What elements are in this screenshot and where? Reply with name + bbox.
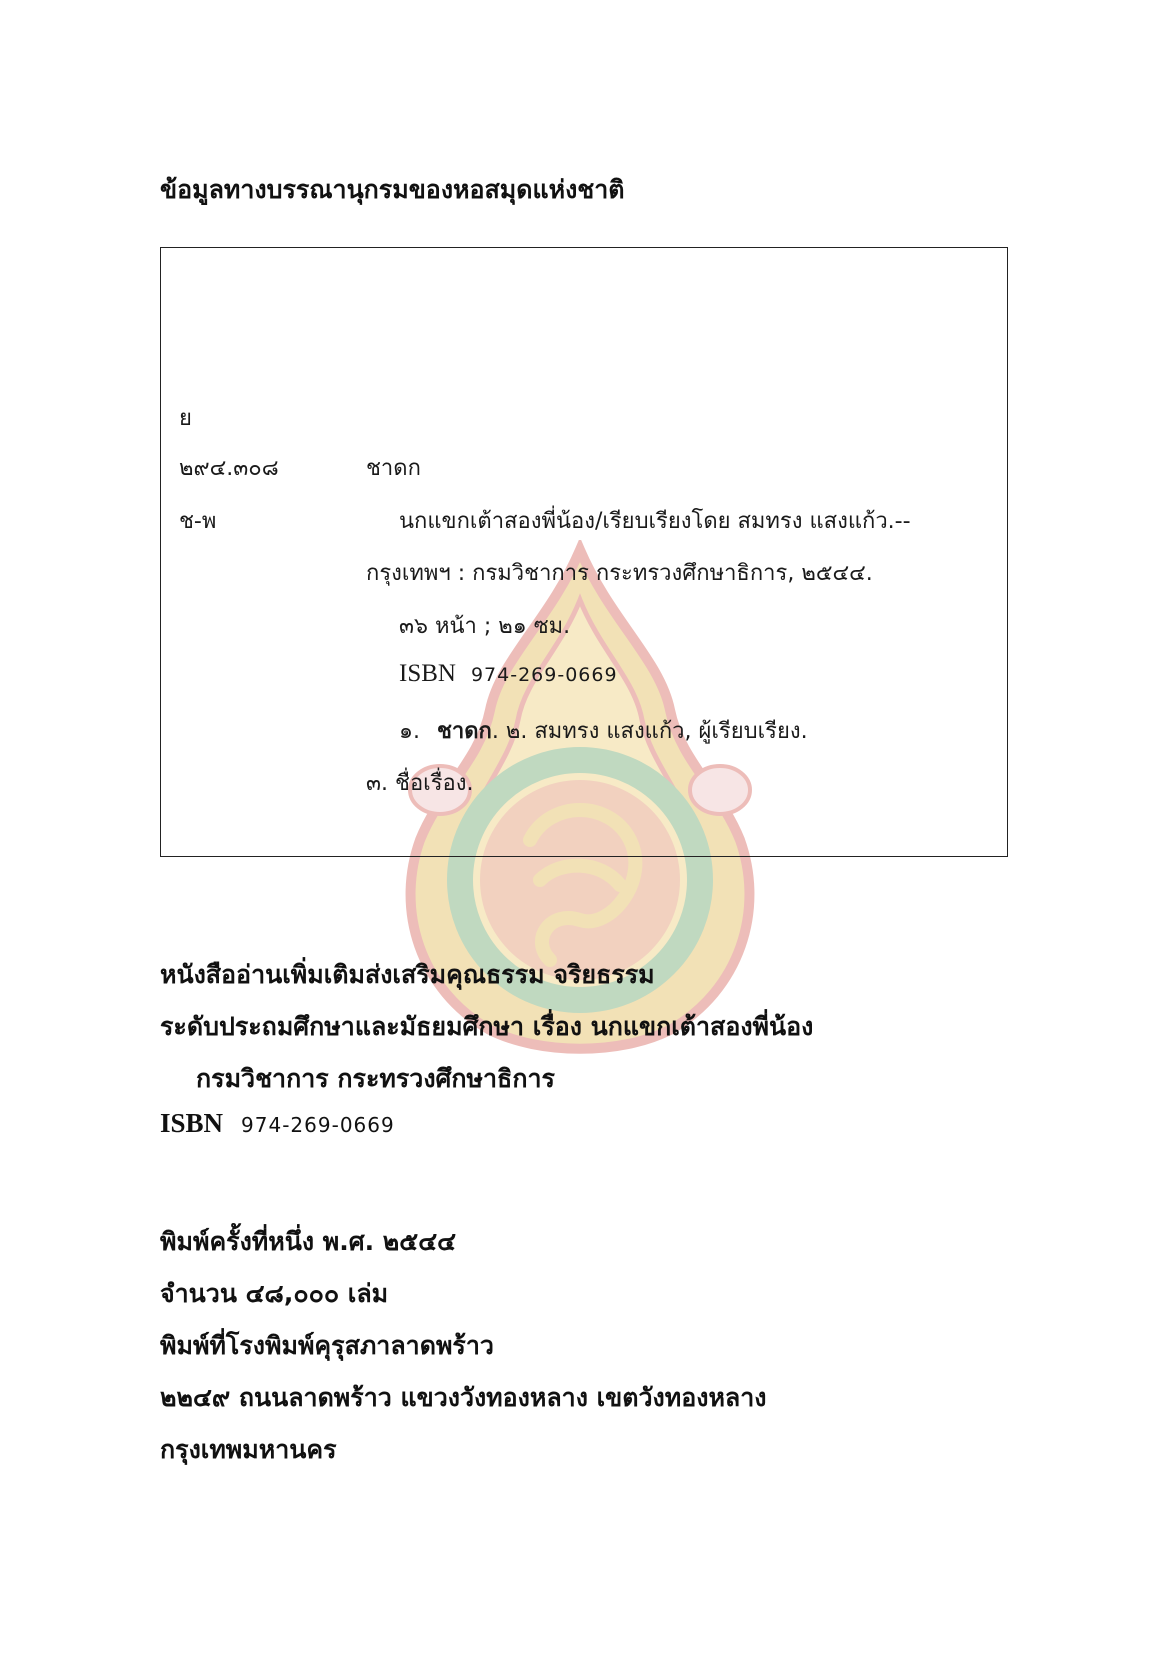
cip-tracing-line-1 [399,713,808,748]
cip-pages-line: ๓๖ หน้า ; ๒๑ ซม. [399,614,571,639]
printer-line: พิมพ์ที่โรงพิมพ์คุรุสภาลาดพร้าว [160,1331,494,1360]
cip-isbn-number: 974-269-0669 [470,664,618,686]
cip-call-letter: ย [179,406,192,431]
cip-tracing-line-2: ๓. ชื่อเรื่อง. [366,771,474,796]
cip-tracing-1-rest: . ๒. สมทรง แสงแก้ว, ผู้เรียบเรียง. [491,719,808,744]
address-line: ๒๒๔๙ ถนนลาดพร้าว แขวงวังทองหลาง เขตวังทองหลาง [160,1383,767,1412]
cip-tracing-1-bold: ชาดก [436,719,492,744]
cip-record-box [160,247,1008,857]
cip-tracing-1-num: ๑. [399,719,420,744]
cip-author-mark: ช-พ [179,509,217,534]
cip-title-line: นกแขกเต้าสองพี่น้อง/เรียบเรียงโดย สมทรง แสงแก้ว.-- [399,509,911,534]
book-title-line-1: หนังสืออ่านเพิ่มเติมส่งเสริมคุณธรรม จริยธรรม [160,960,655,989]
edition-line: พิมพ์ครั้งที่หนึ่ง พ.ศ. ๒๕๔๔ [160,1227,457,1256]
isbn-label: ISBN [160,1108,224,1138]
cip-isbn-line [399,660,618,688]
cip-isbn-label: ISBN [399,660,456,687]
copies-line: จำนวน ๔๘,๐๐๐ เล่ม [160,1279,389,1308]
city-line: กรุงเทพมหานคร [160,1435,337,1464]
isbn-line [160,1108,395,1139]
isbn-number: 974-269-0669 [241,1113,395,1137]
cip-publisher-line: กรุงเทพฯ : กรมวิชาการ กระทรวงศึกษาธิการ, ๒๕๔๔. [366,561,873,586]
book-title-line-2: ระดับประถมศึกษาและมัธยมศึกษา เรื่อง นกแขกเต้าสองพี่น้อง [160,1012,814,1041]
cip-heading: ข้อมูลทางบรรณานุกรมของหอสมุดแห่งชาติ [160,175,625,204]
department-line: กรมวิชาการ กระทรวงศึกษาธิการ [196,1064,555,1093]
cip-call-number: ๒๙๔.๓๐๘ [179,456,279,481]
cip-subject: ชาดก [366,456,421,481]
